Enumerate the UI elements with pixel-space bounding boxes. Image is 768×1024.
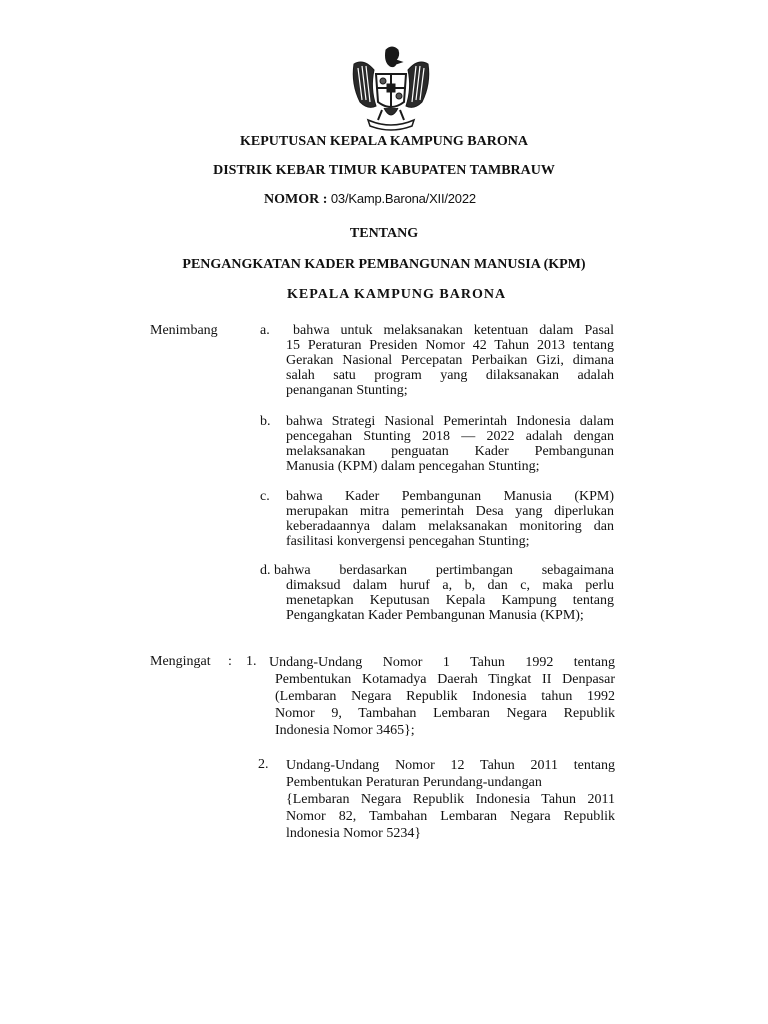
line: menetapkan Keputusan Kepala Kampung tentang: [286, 593, 614, 608]
line: Manusia (KPM) dalam pencegahan Stunting;: [286, 459, 540, 474]
decree-subject: PENGANGKATAN KADER PEMBANGUNAN MANUSIA (KPM): [182, 257, 586, 272]
garuda-emblem-icon: [346, 44, 436, 134]
mengingat-marker-1: 1.: [246, 654, 257, 669]
line: (Lembaran Negara Republik Indonesia tahun 1992: [275, 689, 615, 704]
mengingat-label: Mengingat: [150, 654, 211, 669]
official-title: KEPALA KAMPUNG BARONA: [287, 287, 507, 302]
line: lndonesia Nomor 5234}: [286, 826, 422, 841]
menimbang-marker-c: c.: [260, 489, 270, 504]
line: keberadaannya dalam melaksanakan monitoring dan: [286, 519, 614, 534]
line: {Lembaran Negara Republik Indonesia Tahun 2011: [286, 792, 615, 807]
line: merupakan mitra pemerintah Desa yang diperlukan: [286, 504, 614, 519]
line: Pembentukan Peraturan Perundang-undangan: [286, 775, 542, 790]
line: fasilitasi konvergensi pencegahan Stunting;: [286, 534, 530, 549]
nomor-line: [264, 191, 476, 208]
menimbang-item-d: [274, 563, 614, 623]
mengingat-marker-2: 2.: [258, 757, 269, 772]
header-title: KEPUTUSAN KEPALA KAMPUNG BARONA: [240, 134, 528, 149]
nomor-label: NOMOR :: [264, 192, 328, 207]
menimbang-item-b: [286, 414, 614, 474]
menimbang-marker-a: a.: [260, 323, 270, 338]
line: Undang-Undang Nomor 1 Tahun 1992 tentang: [269, 655, 615, 670]
menimbang-label: Menimbang: [150, 323, 218, 338]
menimbang-marker-d: d.: [260, 563, 271, 578]
line: pencegahan Stunting 2018 — 2022 adalah dengan: [286, 429, 614, 444]
garuda-emblem: [346, 44, 436, 134]
mengingat-item-2: [286, 757, 615, 842]
mengingat-item-1: [269, 654, 615, 739]
menimbang-item-c: [286, 489, 614, 549]
menimbang-item-a: [286, 323, 614, 398]
line: 15 Peraturan Presiden Nomor 42 Tahun 2013 tentang: [286, 338, 614, 353]
line: bahwa untuk melaksanakan ketentuan dalam Pasal: [293, 323, 614, 338]
line: Undang-Undang Nomor 12 Tahun 2011 tentang: [286, 758, 615, 773]
tentang-heading: TENTANG: [349, 226, 419, 241]
line: Nomor 82, Tambahan Lembaran Negara Republik: [286, 809, 615, 824]
line: Pembentukan Kotamadya Daerah Tingkat II Denpasar: [275, 672, 615, 687]
line: bahwa berdasarkan pertimbangan sebagaimana: [274, 563, 614, 578]
nomor-value: 03/Kamp.Barona/XII/2022: [330, 191, 476, 206]
line: Pengangkatan Kader Pembangunan Manusia (KPM);: [286, 608, 584, 623]
mengingat-colon: :: [228, 654, 232, 669]
line: dimaksud dalam huruf a, b, dan c, maka perlu: [286, 578, 614, 593]
line: Nomor 9, Tambahan Lembaran Negara Republik: [275, 706, 615, 721]
line: Gerakan Nasional Percepatan Perbaikan Gizi, dimana: [286, 353, 614, 368]
menimbang-marker-b: b.: [260, 414, 271, 429]
line: Indonesia Nomor 3465};: [275, 723, 415, 738]
line: bahwa Strategi Nasional Pemerintah Indonesia dalam: [286, 414, 614, 429]
line: salah satu program yang dilaksanakan adalah: [286, 368, 614, 383]
header-district: DISTRIK KEBAR TIMUR KABUPATEN TAMBRAUW: [213, 163, 555, 178]
line: penanganan Stunting;: [286, 383, 408, 398]
line: melaksanakan penguatan Kader Pembangunan: [286, 444, 614, 459]
line: bahwa Kader Pembangunan Manusia (KPM): [286, 489, 614, 504]
